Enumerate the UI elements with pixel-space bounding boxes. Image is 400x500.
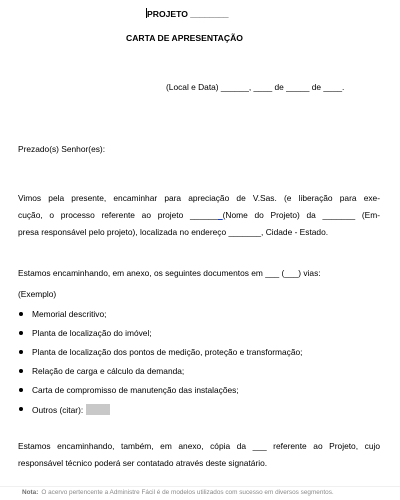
footer-note [22, 489, 334, 496]
intro-paragraph-line: presa responsável pelo projeto), localizada no endereço _______, Cidade - Estado. [18, 227, 329, 237]
list-item [18, 309, 303, 328]
list-item [18, 347, 303, 366]
documents-intro: Estamos encaminhando, em anexo, os seguintes documentos em ___ (___) vias: [18, 268, 321, 278]
salutation: Prezado(s) Senhor(es): [18, 144, 106, 154]
intro-paragraph-line [18, 207, 380, 224]
project-label: PROJETO ________ [147, 9, 229, 19]
list-item [18, 385, 303, 404]
list-item [18, 404, 303, 423]
example-label: (Exemplo) [18, 289, 57, 299]
list-item [18, 366, 303, 385]
local-date-line: (Local e Data) ______, ____ de _____ de ____. [166, 82, 345, 92]
list-item-text: Carta de compromisso de manutenção das instalações; [32, 385, 239, 395]
intro-paragraph-segment: cução, o processo referente ao projeto ______ [18, 210, 218, 220]
documents-list [18, 309, 303, 423]
project-name-link[interactable]: _ [217, 210, 223, 220]
list-item-text: Memorial descritivo; [32, 309, 107, 319]
note-text: O acervo pertencente a Administre Fácil é de modelos utilizados com sucesso em diversos segmentos. [41, 489, 334, 496]
closing-paragraph-line: responsável técnico poderá ser contatado através deste signatário. [18, 458, 268, 468]
intro-paragraph-line: Vimos pela presente, encaminhar para apreciação de V.Sas. (e liberação para exe- [18, 193, 380, 203]
note-label: Nota: [22, 489, 39, 496]
bullet-icon [19, 407, 23, 411]
document-title: CARTA DE APRESENTAÇÃO [126, 33, 243, 43]
closing-paragraph-line: Estamos encaminhando, também, em anexo, cópia da ___ referente ao Projeto, cujo [18, 441, 380, 451]
bullet-icon [19, 369, 23, 373]
project-header [146, 8, 229, 20]
intro-paragraph-segment: (Nome do Projeto) da _______ (Em- [222, 210, 380, 220]
intro-paragraph [18, 190, 380, 241]
list-item [18, 328, 303, 347]
list-item-text: Outros (citar): [32, 405, 84, 415]
list-item-text: Planta de localização dos pontos de medição, proteção e transformação; [32, 347, 303, 357]
others-field[interactable] [86, 404, 110, 415]
bullet-icon [19, 312, 23, 316]
list-item-text: Planta de localização do imóvel; [32, 328, 152, 338]
list-item-text: Relação de carga e cálculo da demanda; [32, 366, 185, 376]
bullet-icon [19, 331, 23, 335]
closing-paragraph [18, 438, 380, 472]
bullet-icon [19, 350, 23, 354]
footer-divider [0, 486, 400, 487]
bullet-icon [19, 388, 23, 392]
